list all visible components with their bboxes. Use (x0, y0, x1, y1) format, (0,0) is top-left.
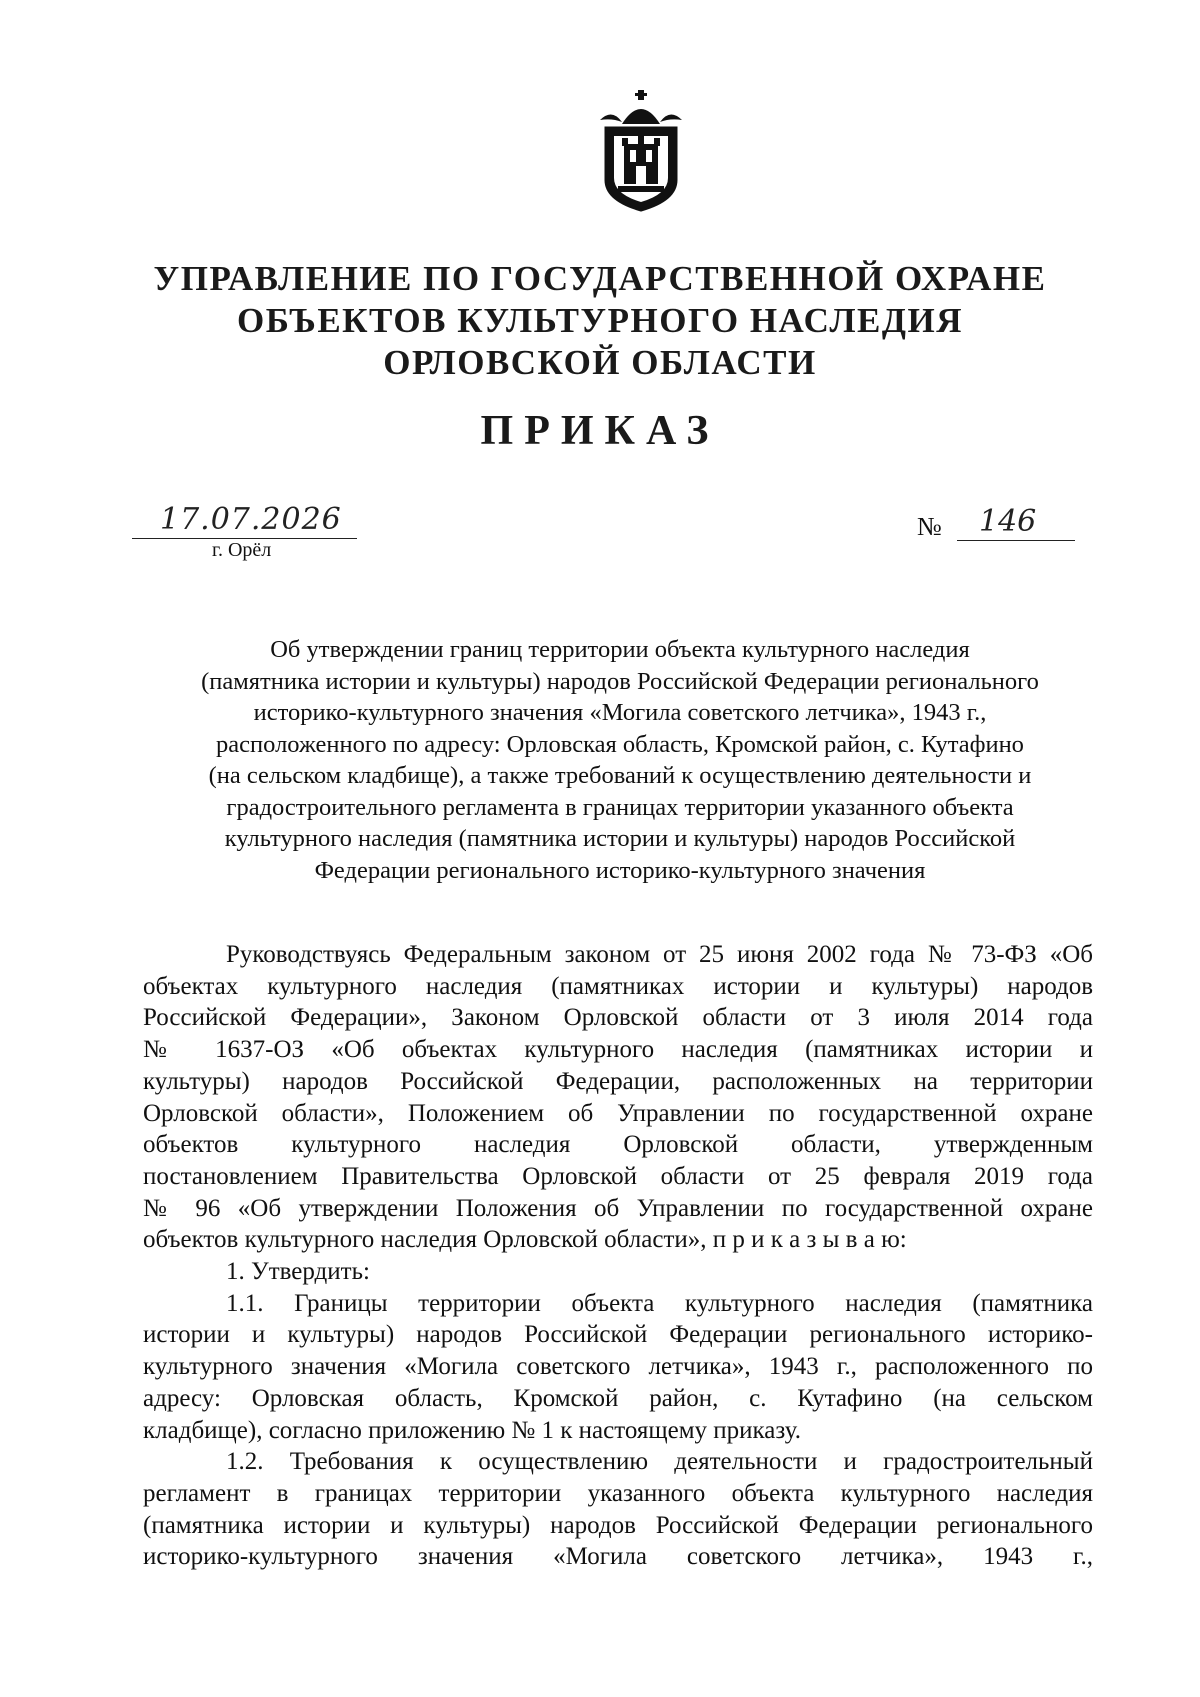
issuing-authority (150, 258, 1050, 384)
authority-line: УПРАВЛЕНИЕ ПО ГОСУДАРСТВЕННОЙ ОХРАНЕ (153, 259, 1047, 298)
body-line: истории и культуры) народов Российской Федерации регионального историко- (143, 1321, 1093, 1349)
subject-line: культурного наследия (памятника истории и культуры) народов Российской (224, 825, 1016, 852)
body-line: историко-культурного значения «Могила советского летчика», 1943 г., (143, 1543, 1093, 1571)
document-type-title: ПРИКАЗ (480, 408, 720, 454)
subject-line: Федерации регионального историко-культурного значения (314, 856, 926, 884)
body-line: № 1637-ОЗ «Об объектах культурного наследия (памятниках истории и (143, 1036, 1093, 1064)
order-subject (138, 634, 1102, 886)
coat-of-arms-icon (592, 88, 690, 213)
subject-line: расположенного по адресу: Орловская область, Кромской район, с. Кутафино (216, 730, 1024, 758)
body-line: Руководствуясь Федеральным законом от 25 июня 2002 года № 73-ФЗ «Об (226, 941, 1093, 968)
body-line: № 96 «Об утверждении Положения об Управлении по государственной охране (143, 1194, 1093, 1222)
body-line: адресу: Орловская область, Кромской район, с. Кутафино (на сельском (143, 1384, 1093, 1412)
body-line: кладбище), согласно приложению № 1 к настоящему приказу. (143, 1416, 801, 1444)
body-line: объектов культурного наследия Орловской области», п р и к а з ы в а ю: (143, 1226, 907, 1254)
body-line: регламент в границах территории указанного объекта культурного наследия (143, 1479, 1093, 1507)
body-line: Орловской области», Положением об Управлении по государственной охране (143, 1099, 1093, 1127)
body-line: Российской Федерации», Законом Орловской области от 3 июля 2014 года (143, 1004, 1093, 1032)
subject-line: историко-культурного значения «Могила советского летчика», 1943 г., (253, 699, 987, 726)
subject-line: (памятника истории и культуры) народов Российской Федерации регионального (201, 667, 1039, 695)
number-sign: № (917, 512, 942, 541)
authority-line: ОРЛОВСКОЙ ОБЛАСТИ (383, 343, 817, 382)
handwritten-number: 146 (979, 504, 1037, 539)
order-body (143, 939, 1093, 1573)
subject-line: (на сельском кладбище), а также требований к осуществлению деятельности и (208, 762, 1032, 789)
body-line: культурного значения «Могила советского летчика», 1943 г., расположенного по (143, 1353, 1093, 1381)
subject-line: градостроительного регламента в границах территории указанного объекта (226, 793, 1014, 821)
body-line: 1.2. Требования к осуществлению деятельности и градостроительный (226, 1448, 1093, 1476)
body-line: 1.1. Границы территории объекта культурного наследия (памятника (226, 1289, 1093, 1317)
body-line: объектах культурного наследия (памятниках истории и культуры) народов (143, 972, 1093, 1000)
city-name: г. Орёл (212, 539, 272, 561)
body-line: (памятника истории и культуры) народов Российской Федерации регионального (143, 1511, 1093, 1539)
handwritten-date: 17.07.2026 (160, 502, 342, 537)
authority-line: ОБЪЕКТОВ КУЛЬТУРНОГО НАСЛЕДИЯ (237, 301, 963, 340)
subject-line: Об утверждении границ территории объекта культурного наследия (270, 636, 970, 663)
body-line: объектов культурного наследия Орловской области, утвержденным (143, 1131, 1093, 1159)
body-line: 1. Утвердить: (226, 1258, 370, 1286)
body-line: постановлением Правительства Орловской области от 25 февраля 2019 года (143, 1162, 1093, 1190)
number-underline (957, 540, 1075, 541)
body-line: культуры) народов Российской Федерации, расположенных на территории (143, 1067, 1093, 1095)
